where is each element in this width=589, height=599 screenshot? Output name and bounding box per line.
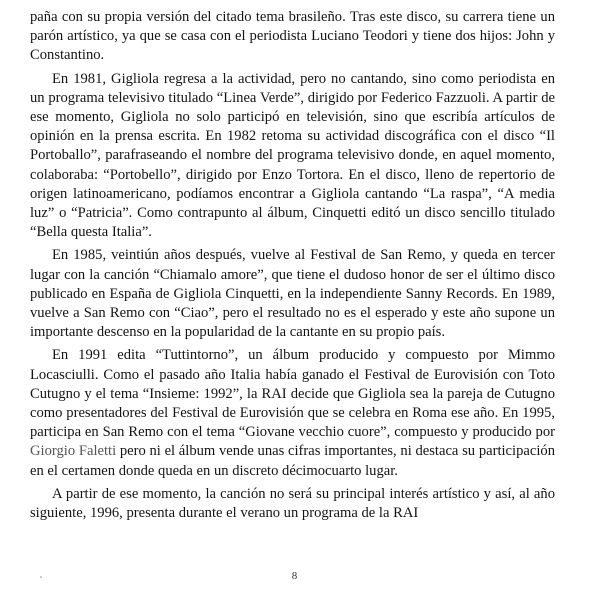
- page-body: [30, 8, 555, 523]
- paragraph-4: [30, 346, 555, 480]
- paragraph-5: A partir de ese momento, la canción no será su principal interés artístico y así, al año siguiente, 1996, presenta durante el verano un programa de la RAI: [30, 485, 555, 522]
- paragraph-4-text-after: pero ni el álbum vende unas cifras importantes, ni destaca su participación en el certamen donde queda en un discreto décimocuarto lugar.: [30, 443, 555, 479]
- person-name-link[interactable]: Giorgio Faletti: [30, 443, 117, 460]
- paragraph-1: paña con su propia versión del citado tema brasileño. Tras este disco, su carrera tiene un parón artístico, ya que se casa con el periodista Luciano Teodori y tiene dos hijos: John y Constantino.: [30, 9, 555, 64]
- paragraph-2: En 1981, Gigliola regresa a la actividad, pero no cantando, sino como periodista en un programa televisivo titulado “Linea Verde”, dirigido por Federico Fazzuoli. A partir de ese momento, Gigliola no solo participó en televisión, sino que escribía artículos de opinión en la prensa escrita. En 1982 retoma su actividad discográfica con el disco “Il Portoballo”, parafraseando el nombre del programa televisivo donde, en aquel momento, colaboraba: “Portobello”, dirigido por Enzo Tortora. En el disco, lleno de repertorio de origen latinoamericano, podíamos encontrar a Gigliola cantando “La raspa”, “A media luz” o “Patricia”. Como contrapunto al álbum, Cinquetti editó un disco sencillo titulado “Bella questa Italia”.: [30, 70, 555, 241]
- paragraph-4-text-before: En 1991 edita “Tuttintorno”, un álbum producido y compuesto por Mimmo Locasciulli. Como el pasado año Italia había ganado el Festival de Eurovisión con Toto Cutugno y el tema “Insieme: 1992”, la RAI decide que Gigliola sea la pareja de Cutugno como presentadores del Festival de Eurovisión que se celebra en Roma ese año. En 1995, participa en San Remo con el tema “Giovane vecchio cuore”, compuesto y producido por: [30, 347, 555, 441]
- page-number: 8: [291, 570, 298, 582]
- paragraph-3: En 1985, veintiún años después, vuelve al Festival de San Remo, y queda en tercer lugar con la canción “Chiamalo amore”, que tiene el dudoso honor de ser el último disco publicado en España de Gigliola Cinquetti, en la independiente Sanny Records. En 1989, vuelve a San Remo con “Ciao”, pero el resultado no es el esperado y este año supone un importante descenso en la popularidad de la cantante en su propio país.: [30, 247, 555, 341]
